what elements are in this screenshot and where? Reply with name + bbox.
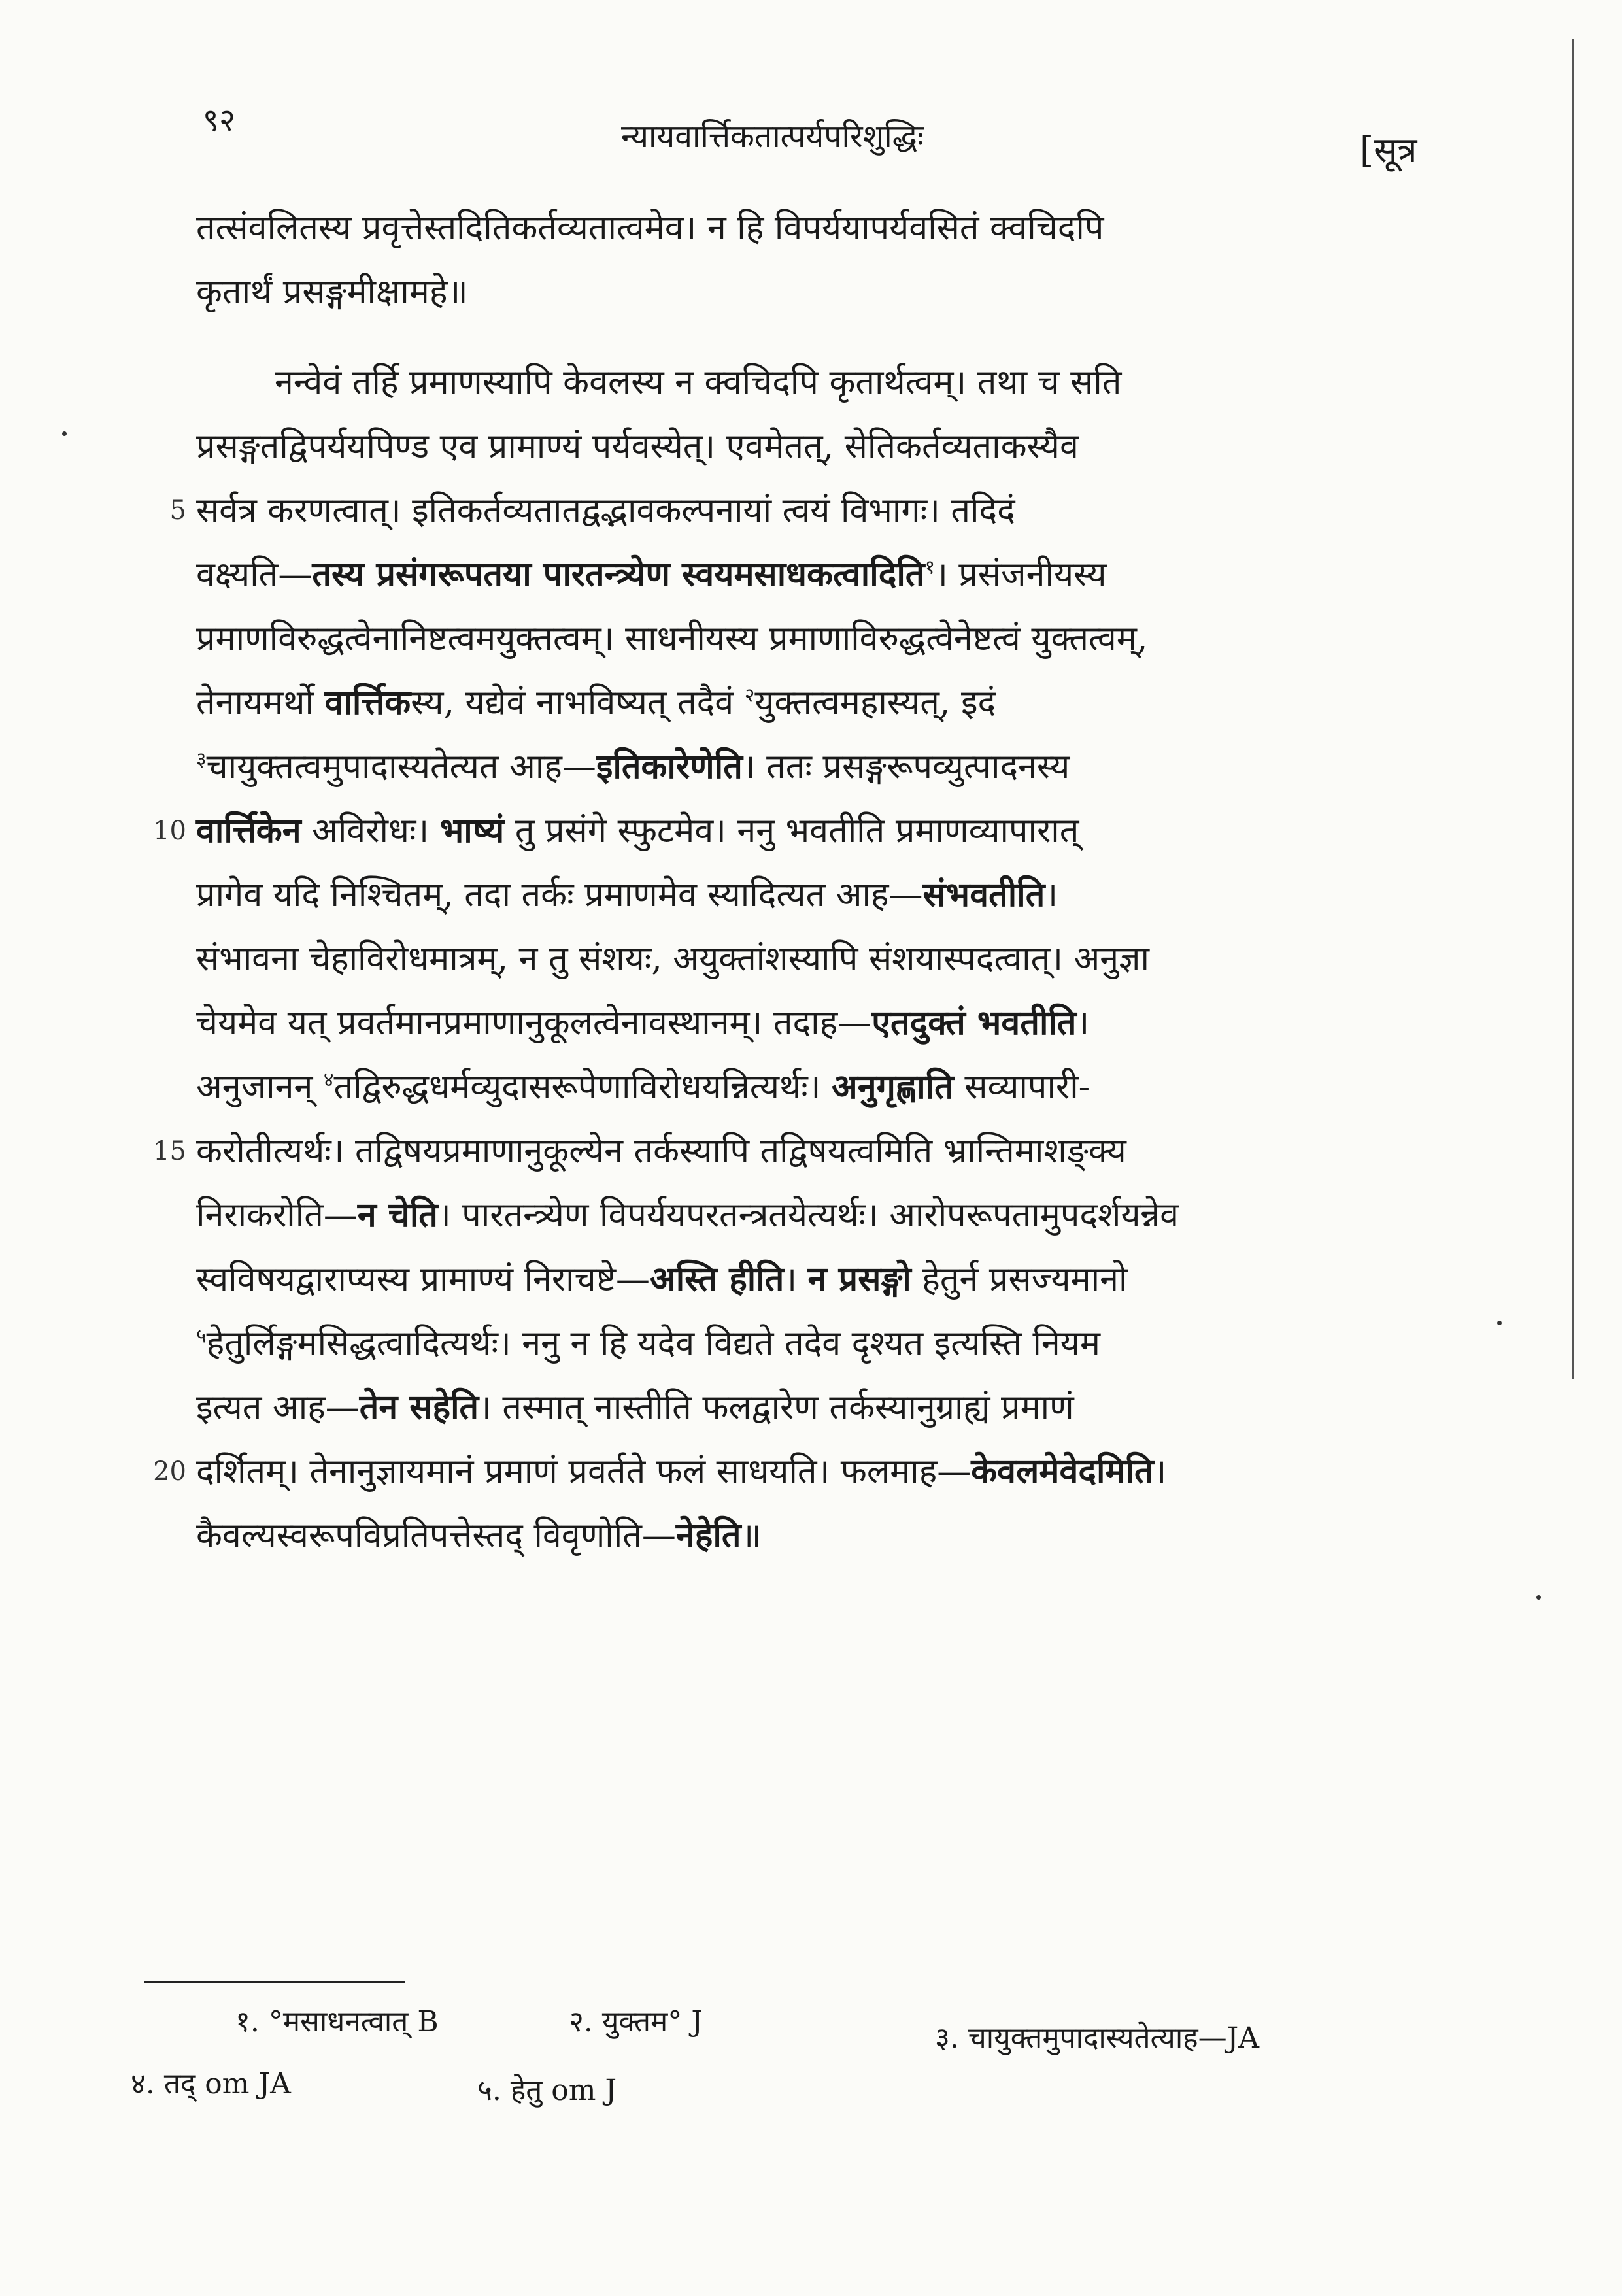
text-line: कृतार्थं प्रसङ्गमीक्षामहे॥ (196, 273, 468, 312)
running-title: न्यायवार्त्तिकतात्पर्यपरिशुद्धिः (621, 118, 924, 155)
text-line: कैवल्यस्वरूपविप्रतिपत्तेस्तद् विवृणोति—नेहेति॥ (196, 1515, 762, 1555)
text-line: प्रसङ्गतद्विपर्ययपिण्ड एव प्रामाण्यं पर्यवस्येत्। एवमेतत्, सेतिकर्तव्यताकस्यैव (196, 427, 1079, 466)
text-line: 20 दर्शितम्। तेनानुज्ञायमानं प्रमाणं प्रवर्तते फलं साधयति। फलमाह—केवलमेवेदमिति। (196, 1440, 1425, 1504)
footnote-1: १. °मसाधनत्वात् B (235, 2005, 439, 2038)
lemma: केवलमेवेदमिति (971, 1451, 1154, 1491)
lemma: तेन सहेति (359, 1387, 479, 1427)
text-line: स्वविषयद्वाराप्यस्य प्रामाण्यं निराचष्टे—अस्ति हीति। न प्रसङ्गो हेतुर्न प्रसज्यमानो (196, 1259, 1128, 1299)
text-line: संभावना चेहाविरोधमात्रम्, न तु संशयः, अयुक्तांशस्यापि संशयास्पदत्वात्। अनुज्ञा (196, 939, 1149, 979)
line-number: 5 (169, 496, 186, 526)
text-line: $^५$हेतुर्लिङ्गमसिद्धत्वादित्यर्थः। ननु न हि यदेव विद्यते तदेव दृश्यत इत्यस्ति नियम (196, 1324, 1100, 1363)
lemma: संभवतीति (922, 875, 1045, 915)
footnote-4: ४. तद् om JA (131, 2067, 291, 2101)
scan-speck (1497, 1321, 1502, 1325)
scan-edge-line (1572, 39, 1574, 1379)
lemma: इतिकारेणेति (596, 747, 743, 786)
page-header (0, 98, 1622, 170)
page-number: ९२ (203, 102, 235, 139)
text-line: चेयमेव यत् प्रवर्तमानप्रमाणानुकूलत्वेनावस्थानम्। तदाह—एतदुक्तं भवतीति। (196, 1003, 1090, 1043)
lemma: भाष्यं (439, 811, 505, 851)
footnote-ref: ३ (196, 748, 207, 771)
lemma: तस्य प्रसंगरूपतया पारतन्त्र्येण स्वयमसाधकत्वादिति (312, 554, 925, 594)
lemma: नेहेति (675, 1515, 741, 1555)
text-line: $^३$चायुक्तत्वमुपादास्यतेत्यत आह—इतिकारेणेति। ततः प्रसङ्गरूपव्युत्पादनस्य (196, 747, 1070, 786)
text-line: 10 वार्त्तिकेन अविरोधः। भाष्यं तु प्रसंगे स्फुटमेव। ननु भवतीति प्रमाणव्यापारात् (196, 799, 1425, 863)
scan-speck (1536, 1595, 1541, 1600)
line-number: 10 (153, 816, 186, 846)
lemma: न चेति (357, 1195, 438, 1235)
footnote-ref: १ (924, 556, 936, 579)
footnote-ref: ४ (323, 1068, 334, 1092)
body-text (153, 196, 1425, 1568)
lemma: न प्रसङ्गो (807, 1259, 911, 1299)
text-line: 5 सर्वत्र करणत्वात्। इतिकर्तव्यतातद्वद्भावकल्पनायां त्वयं विभागः। तदिदं (196, 479, 1425, 543)
footnote-rule (144, 1981, 405, 1983)
lemma: अस्ति हीति (650, 1259, 785, 1299)
footnote-3: ३. चायुक्तमुपादास्यतेत्याह—JA (935, 2021, 1260, 2055)
lemma: वार्त्तिक (324, 683, 411, 722)
text-line: प्रमाणविरुद्धत्वेनानिष्टत्वमयुक्तत्वम्। साधनीयस्य प्रमाणाविरुद्धत्वेनेष्टत्वं युक्तत्वम्, (196, 619, 1148, 658)
lemma: अनुगृह्णाति (831, 1067, 954, 1107)
text-line: नन्वेवं तर्हि प्रमाणस्यापि केवलस्य न क्वचिदपि कृतार्थत्वम्। तथा च सति (275, 363, 1122, 402)
line-number: 20 (153, 1457, 186, 1487)
text-line: निराकरोति—न चेति। पारतन्त्र्येण विपर्ययपरतन्त्रतयेत्यर्थः। आरोपरूपतामुपदर्शयन्नेव (196, 1195, 1179, 1235)
text-line: तेनायमर्थो वार्त्तिकस्य, यद्येवं नाभविष्यत् तदैवं $^२$युक्तत्वमहास्यत्, इदं (196, 683, 996, 722)
section-mark: [सूत्र (1360, 129, 1417, 171)
lemma: एतदुक्तं भवतीति (871, 1003, 1077, 1043)
scan-speck (62, 431, 67, 436)
footnote-2: २. युक्तम° J (569, 2005, 703, 2038)
text-line: इत्यत आह—तेन सहेति। तस्मात् नास्तीति फलद्वारेण तर्कस्यानुग्राह्यं प्रमाणं (196, 1387, 1074, 1427)
text-line: 15 करोतीत्यर्थः। तद्विषयप्रमाणानुकूल्येन तर्कस्यापि तद्विषयत्वमिति भ्रान्तिमाशङ्क्य (196, 1119, 1425, 1183)
line-number: 15 (153, 1136, 186, 1166)
text-line: तत्संवलितस्य प्रवृत्तेस्तदितिकर्तव्यतात्वमेव। न हि विपर्ययापर्यवसितं क्वचिदपि (196, 209, 1104, 248)
text-line: वक्ष्यति—तस्य प्रसंगरूपतया पारतन्त्र्येण स्वयमसाधकत्वादिति$^१$। प्रसंजनीयस्य (196, 554, 1107, 594)
text-line: प्रागेव यदि निश्चितम्, तदा तर्कः प्रमाणमेव स्यादित्यत आह—संभवतीति। (196, 875, 1058, 915)
text-line: अनुजानन् $^४$तद्विरुद्धधर्मव्युदासरूपेणाविरोधयन्नित्यर्थः। अनुगृह्णाति सव्यापारी- (196, 1067, 1090, 1107)
footnote-ref: २ (744, 684, 755, 707)
footnote-ref: ५ (196, 1325, 207, 1348)
footnote-5: ५. हेतु om J (477, 2074, 617, 2107)
lemma: वार्त्तिकेन (196, 811, 301, 851)
